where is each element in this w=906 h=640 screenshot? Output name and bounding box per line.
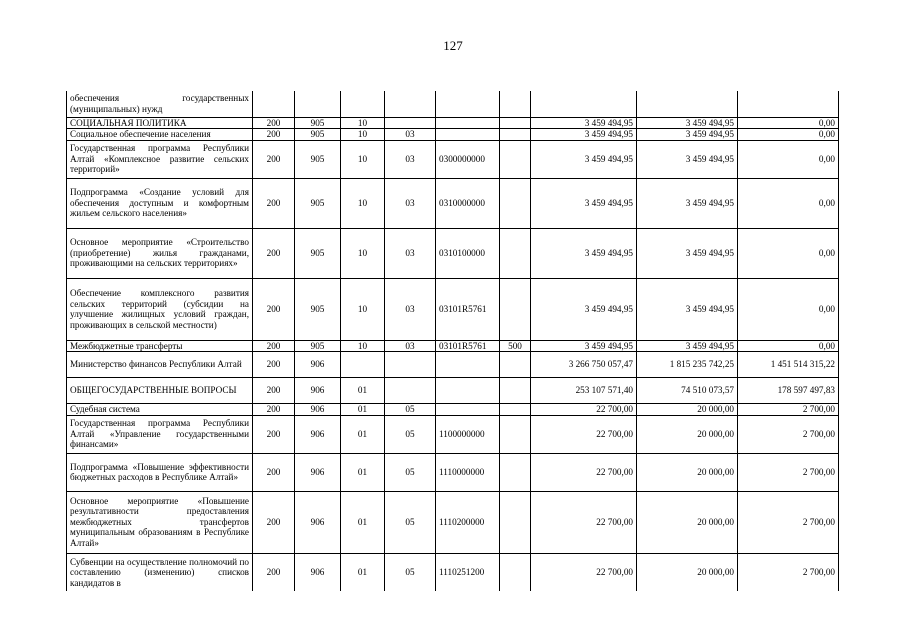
- cell-subsection: 05: [385, 491, 436, 553]
- cell-code-1: 200: [253, 553, 295, 591]
- cell-code-2: 906: [295, 415, 341, 453]
- cell-target-article: 1110251200: [436, 553, 500, 591]
- cell-section: 01: [341, 415, 385, 453]
- cell-amount-3: 0,00: [738, 129, 839, 141]
- cell-code-2: 906: [295, 378, 341, 404]
- cell-subsection: 05: [385, 404, 436, 416]
- cell-expense-type: [500, 178, 531, 228]
- cell-amount-2: 20 000,00: [637, 491, 738, 553]
- cell-target-article: [436, 404, 500, 416]
- table-row: [67, 129, 839, 141]
- cell-subsection: 05: [385, 415, 436, 453]
- cell-code-2: [295, 91, 341, 117]
- cell-target-article: [436, 378, 500, 404]
- cell-code-1: 200: [253, 453, 295, 491]
- cell-code-2: 906: [295, 404, 341, 416]
- cell-code-1: 200: [253, 228, 295, 278]
- cell-subsection: [385, 352, 436, 378]
- table-row: [67, 228, 839, 278]
- cell-amount-3: 0,00: [738, 140, 839, 178]
- cell-code-1: 200: [253, 278, 295, 340]
- cell-expense-type: [500, 91, 531, 117]
- cell-name: Подпрограмма «Создание условий для обеспечения доступным и комфортным жильем сельского населения»: [67, 178, 253, 228]
- cell-target-article: 0310000000: [436, 178, 500, 228]
- cell-subsection: 03: [385, 129, 436, 141]
- cell-name: Государственная программа Республики Алтай «Комплексное развитие сельских территорий»: [67, 140, 253, 178]
- table-row: [67, 415, 839, 453]
- cell-amount-2: 74 510 073,57: [637, 378, 738, 404]
- cell-amount-1: 3 459 494,95: [531, 140, 637, 178]
- cell-section: 01: [341, 378, 385, 404]
- cell-code-1: 200: [253, 352, 295, 378]
- cell-amount-3: [738, 91, 839, 117]
- cell-amount-1: 22 700,00: [531, 415, 637, 453]
- cell-code-2: 905: [295, 178, 341, 228]
- cell-amount-2: 20 000,00: [637, 553, 738, 591]
- cell-section: 10: [341, 278, 385, 340]
- cell-amount-3: 0,00: [738, 340, 839, 352]
- cell-amount-3: 2 700,00: [738, 453, 839, 491]
- cell-subsection: 05: [385, 453, 436, 491]
- cell-target-article: 03101R5761: [436, 278, 500, 340]
- cell-amount-2: 3 459 494,95: [637, 340, 738, 352]
- cell-amount-3: 0,00: [738, 278, 839, 340]
- cell-name: Подпрограмма «Повышение эффективности бюджетных расходов в Республике Алтай»: [67, 453, 253, 491]
- cell-amount-2: 3 459 494,95: [637, 140, 738, 178]
- cell-amount-2: 20 000,00: [637, 453, 738, 491]
- cell-section: 10: [341, 228, 385, 278]
- cell-amount-1: 3 459 494,95: [531, 178, 637, 228]
- cell-expense-type: [500, 352, 531, 378]
- cell-target-article: 1100000000: [436, 415, 500, 453]
- cell-expense-type: [500, 129, 531, 141]
- table-row: [67, 404, 839, 416]
- cell-section: [341, 352, 385, 378]
- cell-section: 10: [341, 340, 385, 352]
- cell-target-article: [436, 129, 500, 141]
- cell-target-article: [436, 352, 500, 378]
- cell-target-article: 1110200000: [436, 491, 500, 553]
- table-row: [67, 491, 839, 553]
- cell-section: 01: [341, 553, 385, 591]
- cell-amount-3: 0,00: [738, 178, 839, 228]
- cell-name: Социальное обеспечение населения: [67, 129, 253, 141]
- cell-code-2: 905: [295, 117, 341, 129]
- cell-name: ОБЩЕГОСУДАРСТВЕННЫЕ ВОПРОСЫ: [67, 378, 253, 404]
- cell-name: Судебная система: [67, 404, 253, 416]
- cell-section: 10: [341, 140, 385, 178]
- table-row: [67, 378, 839, 404]
- cell-amount-1: 3 266 750 057,47: [531, 352, 637, 378]
- cell-section: 01: [341, 453, 385, 491]
- cell-section: [341, 91, 385, 117]
- cell-target-article: 03101R5761: [436, 340, 500, 352]
- cell-code-1: 200: [253, 117, 295, 129]
- cell-subsection: 03: [385, 340, 436, 352]
- cell-expense-type: [500, 415, 531, 453]
- cell-name: Межбюджетные трансферты: [67, 340, 253, 352]
- budget-table: [66, 91, 839, 591]
- cell-amount-2: 1 815 235 742,25: [637, 352, 738, 378]
- cell-amount-1: 22 700,00: [531, 553, 637, 591]
- cell-code-1: 200: [253, 415, 295, 453]
- cell-section: 10: [341, 129, 385, 141]
- table-row: [67, 553, 839, 591]
- cell-amount-3: 2 700,00: [738, 553, 839, 591]
- cell-name: Основное мероприятие «Повышение результативности предоставления межбюджетных трансфертов муниципальным образованиям в Республике Алтай»: [67, 491, 253, 553]
- cell-amount-1: 22 700,00: [531, 453, 637, 491]
- cell-target-article: [436, 117, 500, 129]
- cell-amount-3: 2 700,00: [738, 404, 839, 416]
- cell-amount-1: 3 459 494,95: [531, 278, 637, 340]
- cell-amount-3: 2 700,00: [738, 415, 839, 453]
- cell-code-1: 200: [253, 340, 295, 352]
- cell-amount-3: 0,00: [738, 117, 839, 129]
- cell-code-1: 200: [253, 491, 295, 553]
- table-body: [67, 91, 839, 591]
- cell-section: 01: [341, 404, 385, 416]
- cell-name: Субвенции на осуществление полномочий по составлению (изменению) списков кандидатов в: [67, 553, 253, 591]
- cell-subsection: 03: [385, 178, 436, 228]
- cell-code-1: 200: [253, 140, 295, 178]
- cell-name: СОЦИАЛЬНАЯ ПОЛИТИКА: [67, 117, 253, 129]
- cell-expense-type: 500: [500, 340, 531, 352]
- cell-subsection: 03: [385, 278, 436, 340]
- cell-code-2: 906: [295, 553, 341, 591]
- cell-subsection: [385, 91, 436, 117]
- cell-code-2: 905: [295, 140, 341, 178]
- cell-amount-1: 22 700,00: [531, 404, 637, 416]
- cell-code-2: 906: [295, 491, 341, 553]
- cell-code-1: [253, 91, 295, 117]
- cell-amount-2: 3 459 494,95: [637, 178, 738, 228]
- table-row: [67, 340, 839, 352]
- cell-section: 10: [341, 117, 385, 129]
- cell-expense-type: [500, 117, 531, 129]
- cell-subsection: 03: [385, 228, 436, 278]
- cell-amount-1: 22 700,00: [531, 491, 637, 553]
- table-row: [67, 278, 839, 340]
- cell-expense-type: [500, 491, 531, 553]
- cell-code-2: 905: [295, 228, 341, 278]
- cell-amount-3: 178 597 497,83: [738, 378, 839, 404]
- cell-code-2: 905: [295, 129, 341, 141]
- cell-amount-2: 20 000,00: [637, 404, 738, 416]
- page-number: 127: [443, 38, 463, 53]
- table-row: [67, 117, 839, 129]
- cell-name: Обеспечение комплексного развития сельских территорий (субсидии на улучшение жилищных условий граждан, проживающих в сельской местности): [67, 278, 253, 340]
- cell-code-2: 906: [295, 453, 341, 491]
- cell-target-article: 0300000000: [436, 140, 500, 178]
- cell-amount-2: 3 459 494,95: [637, 228, 738, 278]
- table-row: [67, 178, 839, 228]
- cell-amount-3: 2 700,00: [738, 491, 839, 553]
- cell-amount-3: 0,00: [738, 228, 839, 278]
- cell-amount-2: [637, 91, 738, 117]
- cell-target-article: 1110000000: [436, 453, 500, 491]
- cell-amount-2: 3 459 494,95: [637, 278, 738, 340]
- cell-amount-1: 3 459 494,95: [531, 129, 637, 141]
- cell-subsection: 03: [385, 140, 436, 178]
- cell-section: 01: [341, 491, 385, 553]
- cell-amount-2: 20 000,00: [637, 415, 738, 453]
- cell-amount-2: 3 459 494,95: [637, 129, 738, 141]
- cell-amount-1: 3 459 494,95: [531, 228, 637, 278]
- cell-name: Основное мероприятие «Строительство (приобретение) жилья гражданами, проживающими на сельских территориях»: [67, 228, 253, 278]
- cell-expense-type: [500, 140, 531, 178]
- table-row: [67, 140, 839, 178]
- cell-code-2: 905: [295, 278, 341, 340]
- cell-amount-1: 3 459 494,95: [531, 340, 637, 352]
- cell-amount-1: [531, 91, 637, 117]
- table-row: [67, 453, 839, 491]
- cell-code-2: 905: [295, 340, 341, 352]
- cell-code-1: 200: [253, 378, 295, 404]
- cell-expense-type: [500, 553, 531, 591]
- cell-expense-type: [500, 278, 531, 340]
- cell-subsection: [385, 117, 436, 129]
- cell-code-1: 200: [253, 129, 295, 141]
- cell-amount-2: 3 459 494,95: [637, 117, 738, 129]
- table-row: [67, 91, 839, 117]
- cell-name: обеспечения государственных (муниципальных) нужд: [67, 91, 253, 117]
- cell-amount-3: 1 451 514 315,22: [738, 352, 839, 378]
- cell-target-article: 0310100000: [436, 228, 500, 278]
- table-row: [67, 352, 839, 378]
- cell-section: 10: [341, 178, 385, 228]
- cell-code-1: 200: [253, 178, 295, 228]
- cell-amount-1: 3 459 494,95: [531, 117, 637, 129]
- cell-subsection: 05: [385, 553, 436, 591]
- cell-expense-type: [500, 378, 531, 404]
- cell-expense-type: [500, 453, 531, 491]
- cell-subsection: [385, 378, 436, 404]
- cell-code-2: 906: [295, 352, 341, 378]
- cell-target-article: [436, 91, 500, 117]
- cell-name: Государственная программа Республики Алтай «Управление государственными финансами»: [67, 415, 253, 453]
- cell-code-1: 200: [253, 404, 295, 416]
- cell-amount-1: 253 107 571,40: [531, 378, 637, 404]
- cell-expense-type: [500, 404, 531, 416]
- cell-expense-type: [500, 228, 531, 278]
- cell-name: Министерство финансов Республики Алтай: [67, 352, 253, 378]
